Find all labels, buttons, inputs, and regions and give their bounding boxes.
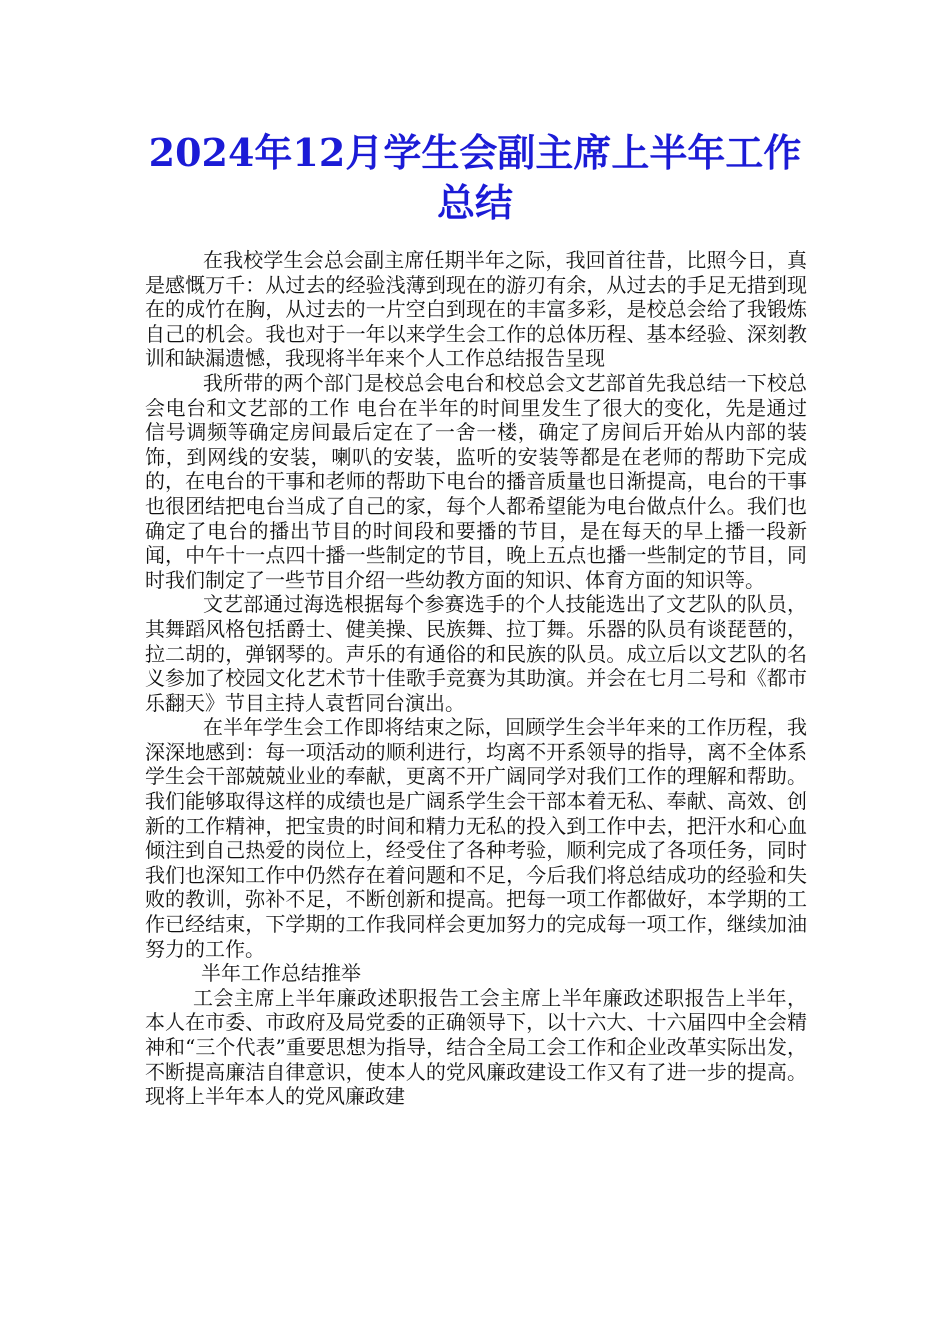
document-body bbox=[145, 248, 807, 1109]
paragraph-recommendation-heading: 半年工作总结推举 bbox=[201, 961, 361, 986]
paragraph-intro: 在我校学生会总会副主席任期半年之际，我回首往昔，比照今日，真是感慨万千：从过去的经验浅薄到现在的游刃有余，从过去的手足无措到现在的成竹在胸，从过去的一片空白到现在的丰富多彩，是校总会给了我锻炼自己的机会。我也对于一年以来学生会工作的总体历程、基本经验、深刻教训和缺漏遗憾，我现将半年来个人工作总结报告呈现 bbox=[145, 248, 807, 371]
paragraph-radio-station: 我所带的两个部门是校总会电台和校总会文艺部首先我总结一下校总会电台和文艺部的工作 电台在半年的时间里发生了很大的变化，先是通过信号调频等确定房间最后定在了一舍一楼，确定了房间后开始从内部的装饰，到网线的安装，喇叭的安装，监听的安装等都是在老师的帮助下完成的，在电台的干事和老师的帮助下电台的播音质量也日渐提高，电台的干事也很团结把电台当成了自己的家，每个人都希望能为电台做点什么。我们也确定了电台的播出节目的时间段和要播的节目，是在每天的早上播一段新闻，中午十一点四十播一些制定的节目，晚上五点也播一些制定的节目，同时我们制定了一些节目介绍一些幼教方面的知识、体育方面的知识等。 bbox=[145, 370, 807, 592]
paragraph-union-report: 工会主席上半年廉政述职报告工会主席上半年廉政述职报告上半年，本人在市委、市政府及局党委的正确领导下，以十六大、十六届四中全会精神和“三个代表”重要思想为指导，结合全局工会工作和企业改革实际出发，不断提高廉洁自律意识，使本人的党风廉政建设工作又有了进一步的提高。现将上半年本人的党风廉政建 bbox=[145, 985, 807, 1109]
paragraph-reflection: 在半年学生会工作即将结束之际，回顾学生会半年来的工作历程，我深深地感到：每一项活动的顺利进行，均离不开系领导的指导，离不全体系学生会干部兢兢业业的奉献，更离不开广阔同学对我们工作的理解和帮助。我们能够取得这样的成绩也是广阔系学生会干部本着无私、奉献、高效、创新的工作精神，把宝贵的时间和精力无私的投入到工作中去，把汗水和心血倾注到自己热爱的岗位上，经受住了各种考验，顺利完成了各项任务，同时我们也深知工作中仍然存在着问题和不足，今后我们将总结成功的经验和失败的教训，弥补不足，不断创新和提高。把每一项工作都做好，本学期的工作已经结束，下学期的工作我同样会更加努力的完成每一项工作，继续加油努力的工作。 bbox=[145, 715, 807, 961]
document-title: 2024年12月学生会副主席上半年工作总结 bbox=[148, 130, 802, 225]
paragraph-arts-department: 文艺部通过海选根据每个参赛选手的个人技能选出了文艺队的队员，其舞蹈风格包括爵士、健美操、民族舞、拉丁舞。乐器的队员有谈琵琶的，拉二胡的，弹钢琴的。声乐的有通俗的和民族的队员。成立后以文艺队的名义参加了校园文化艺术节十佳歌手竞赛为其助演。并会在七月二号和《都市乐翻天》节目主持人袁哲同台演出。 bbox=[145, 592, 807, 715]
